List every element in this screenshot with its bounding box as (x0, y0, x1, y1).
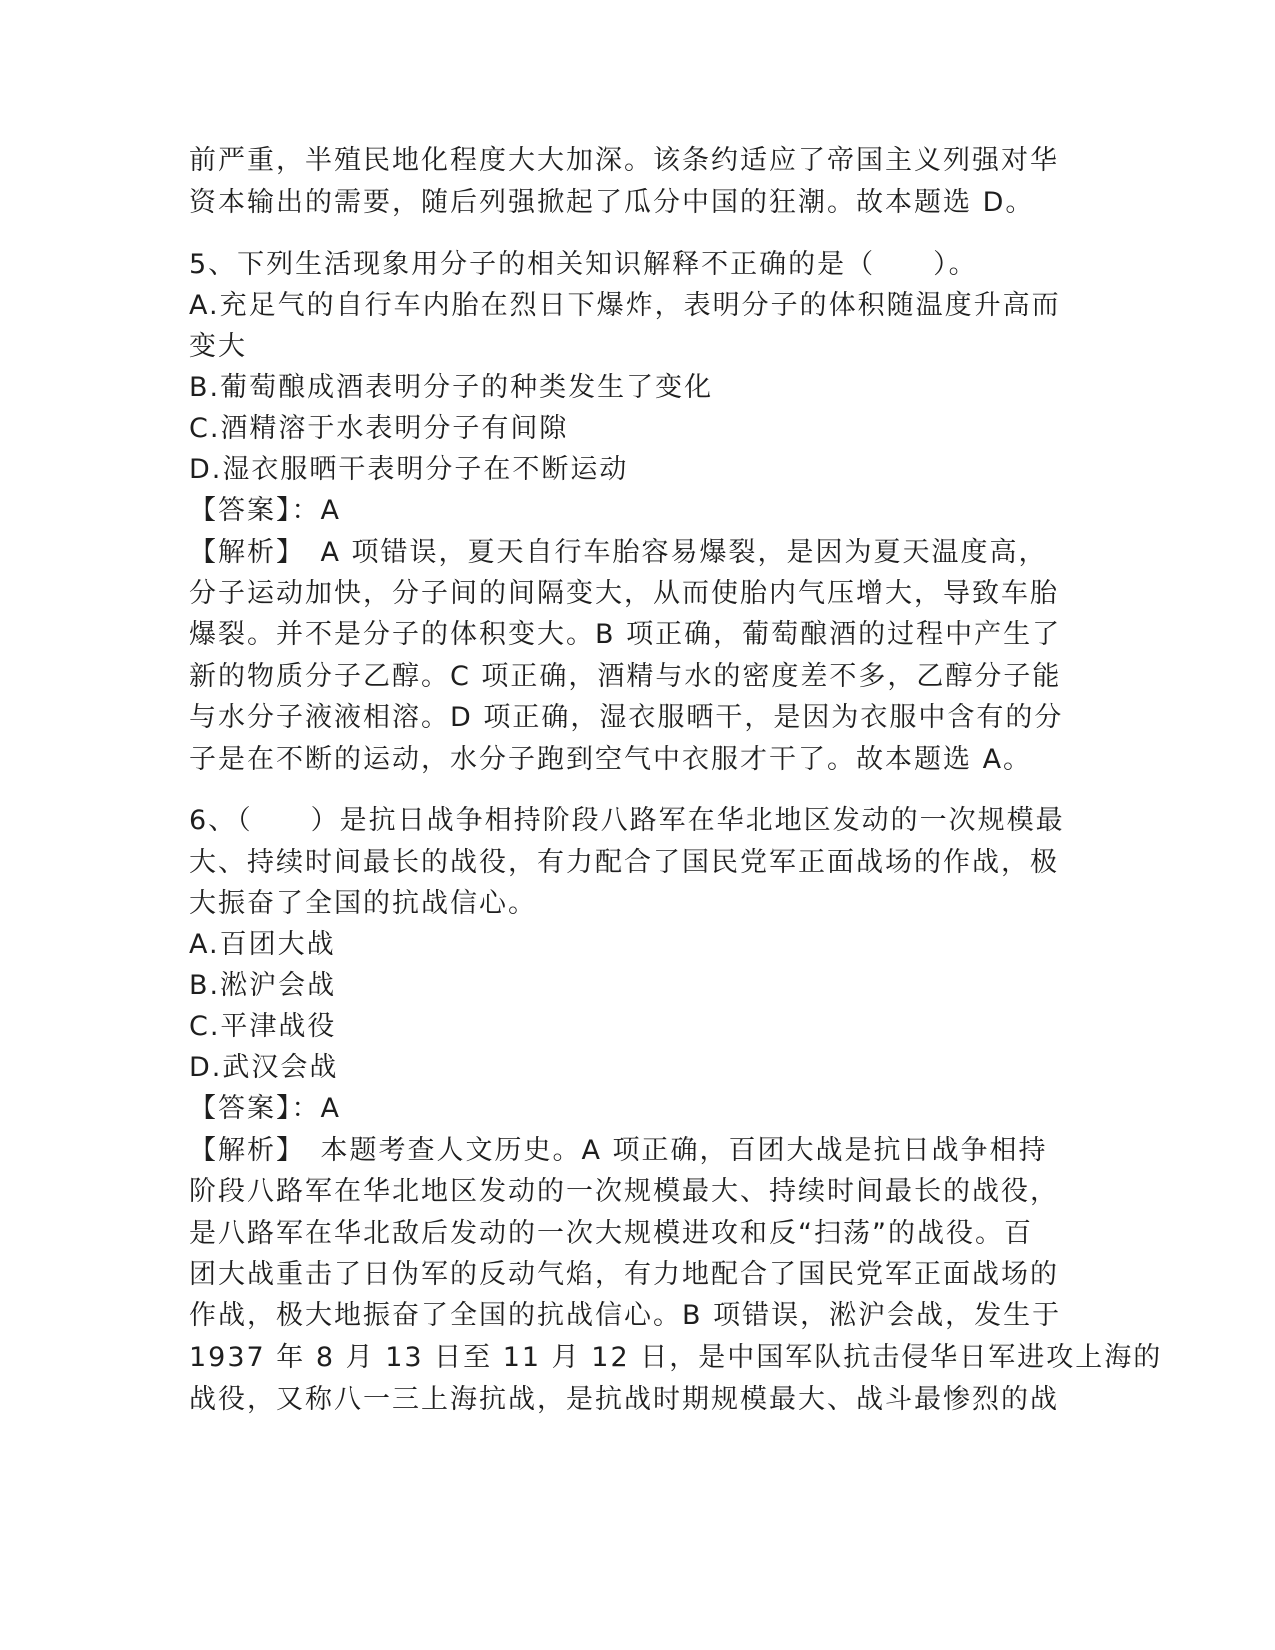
prev-analysis-line: 资本输出的需要，随后列强掀起了瓜分中国的狂潮。故本题选 D。 (189, 187, 1035, 218)
prev-analysis-line: 前严重，半殖民地化程度大大加深。该条约适应了帝国主义列强对华 (189, 145, 1059, 176)
q5-option-d: D.湿衣服晒干表明分子在不断运动 (189, 454, 629, 485)
question-6-stem: 6、（ ）是抗日战争相持阶段八路军在华北地区发动的一次规模最 (189, 805, 1065, 836)
q6-analysis-line: 战役，又称八一三上海抗战，是抗战时期规模最大、战斗最惨烈的战 (189, 1384, 1059, 1415)
q5-analysis-line: 子是在不断的运动，水分子跑到空气中衣服才干了。故本题选 A。 (189, 744, 1033, 775)
q6-option-d: D.武汉会战 (189, 1052, 339, 1083)
q6-option-a: A.百团大战 (189, 929, 336, 960)
q6-analysis-line: 1937 年 8 月 13 日至 11 月 12 日，是中国军队抗击侵华日军进攻上海的 (189, 1342, 1163, 1373)
q6-option-c: C.平津战役 (189, 1011, 337, 1042)
q6-analysis-line: 【解析】 本题考查人文历史。A 项正确，百团大战是抗日战争相持 (189, 1135, 1048, 1166)
question-5-stem: 5、下列生活现象用分子的相关知识解释不正确的是（ ）。 (189, 249, 978, 280)
q5-analysis-line: 分子运动加快，分子间的间隔变大，从而使胎内气压增大，导致车胎 (189, 578, 1059, 609)
q5-analysis-line: 新的物质分子乙醇。C 项正确，酒精与水的密度差不多，乙醇分子能 (189, 661, 1062, 692)
q5-option-b: B.葡萄酿成酒表明分子的种类发生了变化 (189, 372, 714, 403)
q6-analysis-line: 作战，极大地振奋了全国的抗战信心。B 项错误，淞沪会战，发生于 (189, 1300, 1062, 1331)
question-6-stem: 大、持续时间最长的战役，有力配合了国民党军正面战场的作战，极 (189, 847, 1059, 878)
q6-answer: 【答案】：A (189, 1093, 341, 1124)
question-6-stem: 大振奋了全国的抗战信心。 (189, 888, 537, 919)
q6-analysis-line: 阶段八路军在华北地区发动的一次规模最大、持续时间最长的战役， (189, 1176, 1059, 1207)
q5-analysis-line: 爆裂。并不是分子的体积变大。B 项正确，葡萄酿酒的过程中产生了 (189, 619, 1062, 650)
q5-analysis-line: 与水分子液液相溶。D 项正确，湿衣服晒干，是因为衣服中含有的分 (189, 702, 1064, 733)
q6-analysis-line: 是八路军在华北敌后发动的一次大规模进攻和反“扫荡”的战役。百 (189, 1218, 1033, 1249)
q6-option-b: B.淞沪会战 (189, 970, 337, 1001)
q5-answer: 【答案】：A (189, 495, 341, 526)
q5-analysis-line: 【解析】 A 项错误，夏天自行车胎容易爆裂，是因为夏天温度高， (189, 537, 1048, 568)
q5-option-a-cont: 变大 (189, 331, 247, 362)
q5-option-a: A.充足气的自行车内胎在烈日下爆炸，表明分子的体积随温度升高而 (189, 290, 1061, 321)
q5-option-c: C.酒精溶于水表明分子有间隙 (189, 413, 569, 444)
q6-analysis-line: 团大战重击了日伪军的反动气焰，有力地配合了国民党军正面战场的 (189, 1259, 1059, 1290)
